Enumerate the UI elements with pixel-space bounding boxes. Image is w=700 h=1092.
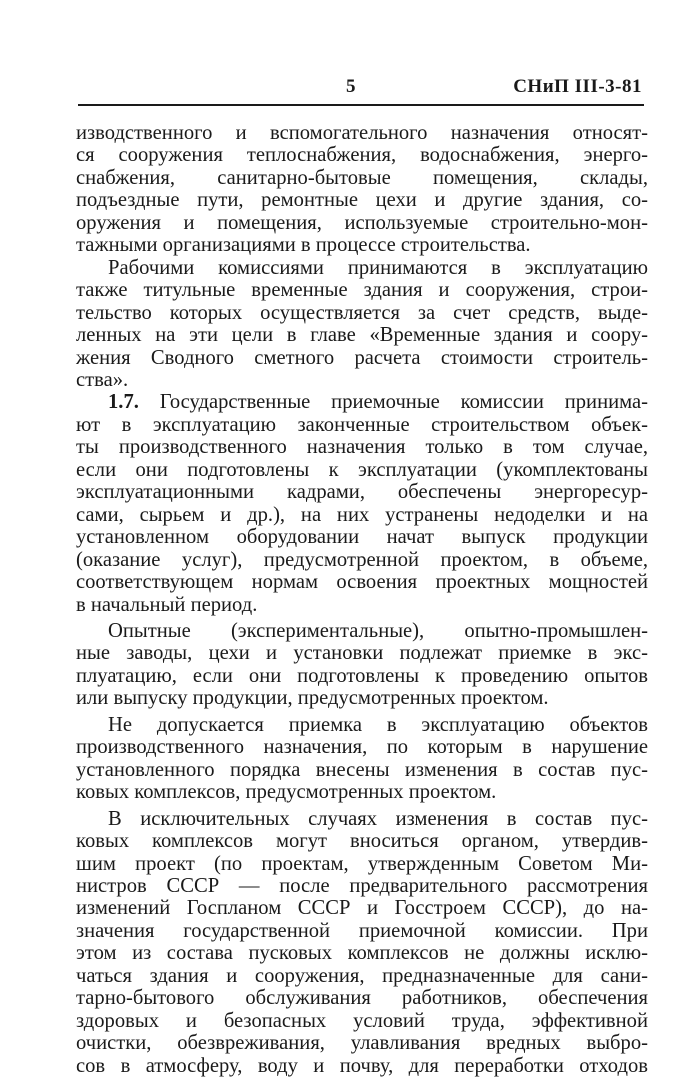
text-line: шим проект (по проектам, утвержденным Советом Ми- [76,852,648,875]
text-line: эксплуатационными кадрами, обеспечены энергоресур- [76,481,648,504]
text-line: ленных на эти цели в главе «Временные здания и соору- [76,324,648,347]
text-line: установленного порядка внесены изменения в состав пус- [76,758,648,781]
text-line: ковых комплексов могут вноситься органом, утвердив- [76,830,648,853]
text-line: установленном оборудовании начат выпуск продукции [76,526,648,549]
text-line: сами, сырьем и др.), на них устранены недоделки и на [76,503,648,526]
text-line: ся сооружения теплоснабжения, водоснабжения, энерго- [76,144,648,167]
text-line: этом из состава пусковых комплексов не должны исклю- [76,942,648,965]
clause-number: 1.7. [108,391,139,414]
text-line: жения Сводного сметного расчета стоимости строитель- [76,346,648,369]
text-line: ства». [76,368,129,391]
text-line: изводственного и вспомогательного назначения относят- [76,122,648,144]
text-line: Рабочими комиссиями принимаются в эксплуатацию [108,256,648,279]
text-line: Опытные (экспериментальные), опытно-промышлен- [108,619,648,642]
text-line: соответствующем нормам освоения проектных мощностей [76,571,648,594]
text-line: тарно-бытового обслуживания работников, обеспечения [76,987,648,1010]
document-code: СНиП III-3-81 [513,76,642,97]
paragraph [76,620,648,710]
clause-first-line: Государственные приемочные комиссии принима- [138,391,648,414]
text-line: ные заводы, цехи и установки подлежат приемке в экс- [76,642,648,665]
text-line [76,391,648,413]
text-line: изменений Госпланом СССР и Госстроем СССР), до на- [76,897,648,920]
page-number: 5 [346,76,356,97]
text-line: ют в эксплуатацию законченные строительством объек- [76,413,648,436]
text-line: оружения и помещения, используемые строительно-мон- [76,211,648,234]
text-line: подъездные пути, ремонтные цехи и другие здания, со- [76,189,648,212]
page-header [78,76,644,106]
text-line: или выпуску продукции, предусмотренных проектом. [76,687,549,710]
text-line: производственного назначения, по которым в нарушение [76,736,648,759]
text-line: очистки, обезвреживания, улавливания вредных выбро- [76,1032,648,1055]
text-line: нистров СССР — после предварительного рассмотрения [76,874,648,897]
paragraph [76,122,648,257]
text-line: (оказание услуг), предусмотренной проектом, в объеме, [76,548,648,571]
text-line: тельство которых осуществляется за счет средств, выде- [76,301,648,324]
paragraph [76,714,648,804]
text-line: тажными организациями в процессе строительства. [76,234,531,257]
header-divider [78,104,644,106]
text-line: плуатацию, если они подготовлены к проведению опытов [76,664,648,687]
paragraph [76,808,648,1077]
paragraph [76,257,648,392]
text-line: значения государственной приемочной комиссии. При [76,919,648,942]
text-line: если они подготовлены к эксплуатации (укомплектованы [76,458,648,481]
text-line: в начальный период. [76,593,258,616]
text-line: чаться здания и сооружения, предназначенные для сани- [76,964,648,987]
text-line: ковых комплексов, предусмотренных проектом. [76,781,497,804]
body-text [76,122,648,1077]
text-line: здоровых и безопасных условий труда, эффективной [76,1009,648,1032]
text-line: сов в атмосферу, воду и почву, для переработки отходов [76,1054,648,1077]
text-line: Не допускается приемка в эксплуатацию объектов [108,713,648,736]
text-line: также титульные временные здания и сооружения, строи- [76,279,648,302]
text-line: ты производственного назначения только в том случае, [76,436,648,459]
text-line: снабжения, санитарно-бытовые помещения, склады, [76,166,648,189]
clause-paragraph [76,391,648,616]
text-line: В исключительных случаях изменения в состав пус- [108,807,648,830]
